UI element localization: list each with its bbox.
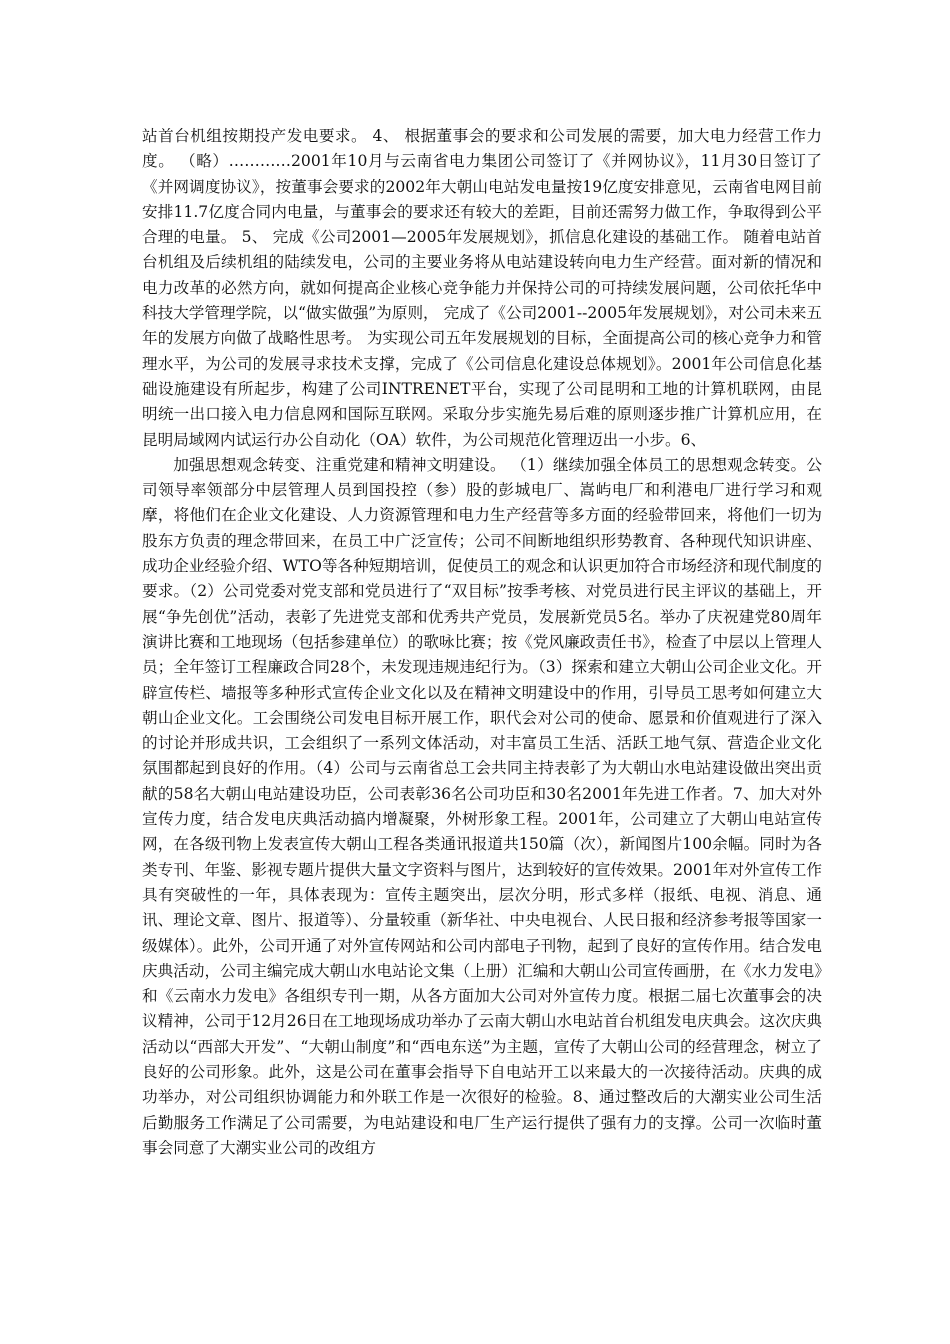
paragraph-2: 加强思想观念转变、注重党建和精神文明建设。 （1）继续加强全体员工的思想观念转变。公司领导率领部分中层管理人员到国投控（参）股的彭城电厂、嵩屿电厂和利港电厂进行学习和观摩，将他们在企业文化建设、人力资源管理和电力生产经营等多方面的经验带回来，将他们一切为股东方负责的理念带回来，在员工中广泛宣传；公司不间断地组织形势教育、各种现代知识讲座、成功企业经验介绍、WTO等各种短期培训，促使员工的观念和认识更加符合市场经济和现代制度的要求。（2）公司党委对党支部和党员进行了“双目标”按季考核、对党员进行民主评议的基础上，开展“争先创优”活动，表彰了先进党支部和优秀共产党员，发展新党员5名。举办了庆祝建党80周年演讲比赛和工地现场（包括参建单位）的歌咏比赛；按《党风廉政责任书》，检查了中层以上管理人员；全年签订工程廉政合同28个，未发现违规违纪行为。（3）探索和建立大朝山公司企业文化。开辟宣传栏、墙报等多种形式宣传企业文化以及在精神文明建设中的作用，引导员工思考如何建立大朝山企业文化。工会围绕公司发电目标开展工作，职代会对公司的使命、愿景和价值观进行了深入的讨论并形成共识，工会组织了一系列文体活动，对丰富员工生活、活跃工地气氛、营造企业文化氛围都起到良好的作用。（4）公司与云南省总工会共同主持表彰了为大朝山水电站建设做出突出贡献的58名大朝山电站建设功臣，公司表彰36名公司功臣和30名2001年先进工作者。7、加大对外宣传力度，结合发电庆典活动搞内增凝聚，外树形象工程。2001年，公司建立了大朝山电站宣传网，在各级刊物上发表宣传大朝山工程各类通讯报道共150篇（次），新闻图片100余幅。同时为各类专刊、年鉴、影视专题片提供大量文字资料与图片，达到较好的宣传效果。2001年对外宣传工作具有突破性的一年，具体表现为：宣传主题突出，层次分明，形式多样（报纸、电视、消息、通讯、理论文章、图片、报道等）、分量较重（新华社、中央电视台、人民日报和经济参考报等国家一级媒体）。此外，公司开通了对外宣传网站和公司内部电子刊物，起到了良好的宣传作用。结合发电庆典活动，公司主编完成大朝山水电站论文集（上册）汇编和大朝山公司宣传画册，在《水力发电》和《云南水力发电》各组织专刊一期，从各方面加大公司对外宣传力度。根据二届七次董事会的决议精神，公司于12月26日在工地现场成功举办了云南大朝山水电站首台机组发电庆典会。这次庆典活动以“西部大开发”、“大朝山制度”和“西电东送”为主题，宣传了大朝山公司的经营理念，树立了良好的公司形象。此外，这是公司在董事会指导下自电站开工以来最大的一次接待活动。庆典的成功举办，对公司组织协调能力和外联工作是一次很好的检验。8、通过整改后的大潮实业公司生活后勤服务工作满足了公司需要，为电站建设和电厂生产运行提供了强有力的支撑。公司一次临时董事会同意了大潮实业公司的改组方 [142,455,822,1157]
paragraph-1: 站首台机组按期投产发电要求。 4、 根据董事会的要求和公司发展的需要，加大电力经营工作力度。 （略）…………2001年10月与云南省电力集团公司签订了《并网协议》，11月30日签订了《并网调度协议》，按董事会要求的2002年大朝山电站发电量按19亿度安排意见，云南省电网目前安排11.7亿度合同内电量，与董事会的要求还有较大的差距，目前还需努力做工作，争取得到公平合理的电量。 5、 完成《公司2001—2005年发展规划》，抓信息化建设的基础工作。 随着电站首台机组及后续机组的陆续发电，公司的主要业务将从电站建设转向电力生产经营。面对新的情况和电力改革的必然方向，就如何提高企业核心竞争能力并保持公司的可持续发展问题，公司依托华中科技大学管理学院，以“做实做强”为原则， 完成了《公司2001--2005年发展规划》，对公司未来五年的发展方向做了战略性思考。 为实现公司五年发展规划的目标，全面提高公司的核心竞争力和管理水平，为公司的发展寻求技术支撑，完成了《公司信息化建设总体规划》。2001年公司信息化基础设施建设有所起步，构建了公司INTRENET平台，实现了公司昆明和工地的计算机联网，由昆明统一出口接入电力信息网和国际互联网。采取分步实施先易后难的原则逐步推广计算机应用，在昆明局域网内试运行办公自动化（OA）软件，为公司规范化管理迈出一小步。6、 [142,127,822,449]
document-body [142,124,822,1161]
